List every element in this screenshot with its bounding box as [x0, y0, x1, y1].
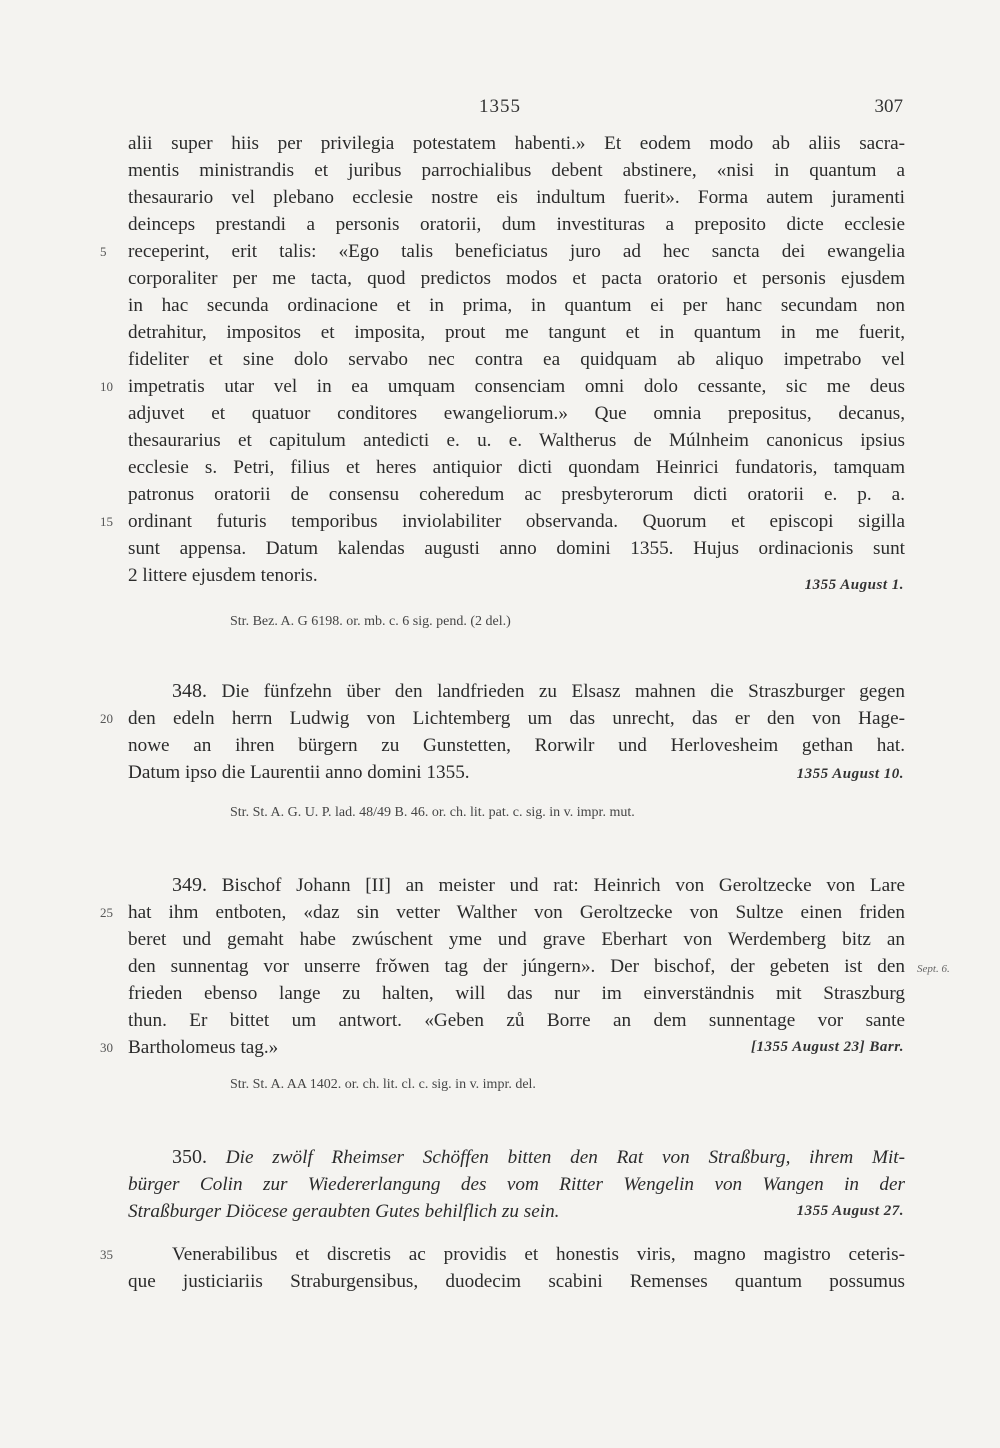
- text-line: deinceps prestandi a personis oratorii, dum investituras a preposito dicte ecclesie: [128, 214, 905, 235]
- text-line: Bartholomeus tag.»: [128, 1037, 279, 1058]
- line-number: 30: [100, 1040, 113, 1055]
- document-date: 1355 August 10.: [796, 766, 904, 782]
- text-line: ecclesie s. Petri, filius et heres antiquior dicti quondam Heinrici fundatoris, tamquam: [128, 457, 905, 478]
- entry-text: Bischof Johann [II] an meister und rat: Heinrich von Geroltzecke von Lare: [221, 875, 905, 896]
- text-line: bürger Colin zur Wiedererlangung des vom Ritter Wengelin von Wangen in der: [128, 1174, 905, 1195]
- line-number: 5: [100, 244, 107, 259]
- text-line: thesaurario vel plebano ecclesie nostre eis indultum fuerit». Forma autem juramenti: [128, 187, 905, 208]
- line-number: 15: [100, 514, 113, 529]
- entry-text: Die zwölf Rheimser Schöffen bitten den Rat von Straßburg, ihrem Mit-: [225, 1147, 906, 1168]
- text-line: 2 littere ejusdem tenoris.: [128, 565, 318, 586]
- text-line: fideliter et sine dolo servabo nec contra ea quidquam ab aliquo impetrabo vel: [128, 349, 905, 370]
- text-line: ordinant futuris temporibus inviolabiliter observanda. Quorum et episcopi sigilla: [128, 511, 905, 532]
- entry-number: 349.: [172, 874, 207, 896]
- text-line: thun. Er bittet um antwort. «Geben zů Borre an dem sunnentage vor sante: [128, 1010, 905, 1031]
- page-number: 307: [874, 96, 903, 117]
- entry-349-line: [172, 872, 905, 899]
- text-line: nowe an ihren bürgern zu Gunstetten, Rorwilr und Herlovesheim gethan hat.: [128, 735, 905, 756]
- entry-text: Die fünfzehn über den landfrieden zu Elsasz mahnen die Straszburger gegen: [221, 681, 906, 702]
- text-line: mentis ministrandis et juribus parrochialibus debent abstinere, «nisi in quantum a: [128, 160, 905, 181]
- running-header-year: 1355: [479, 96, 521, 117]
- text-line: alii super hiis per privilegia potestatem habenti.» Et eodem modo ab aliis sacra-: [128, 133, 905, 154]
- margin-note: Sept. 6.: [917, 963, 950, 975]
- text-line: beret und gemaht habe zwúschent yme und grave Eberhart von Werdemberg bitz an: [128, 929, 905, 950]
- text-line: patronus oratorii de consensu coheredum ac presbyterorum dicti oratorii e. p. a.: [128, 484, 905, 505]
- text-line: den edeln herrn Ludwig von Lichtemberg um das unrecht, das er den von Hage-: [128, 708, 905, 729]
- text-line: Venerabilibus et discretis ac providis et honestis viris, magno magistro ceteris-: [172, 1244, 905, 1265]
- text-line: adjuvet et quatuor conditores ewangeliorum.» Que omnia prepositus, decanus,: [128, 403, 905, 424]
- line-number: 25: [100, 905, 113, 920]
- text-line: receperint, erit talis: «Ego talis beneficiatus juro ad hec sancta dei ewangelia: [128, 241, 905, 262]
- text-line: impetratis utar vel in ea umquam consenciam omni dolo cessante, sic me deus: [128, 376, 905, 397]
- entry-number: 350.: [172, 1146, 207, 1168]
- text-line: frieden ebenso lange zu halten, will das nur im einverständnis mit Straszburg: [128, 983, 905, 1004]
- line-number: 35: [100, 1247, 113, 1262]
- document-date: 1355 August 27.: [796, 1203, 904, 1219]
- text-line: Straßburger Diöcese geraubten Gutes behilflich zu sein.: [128, 1201, 560, 1222]
- source-citation: Str. St. A. AA 1402. or. ch. lit. cl. c. sig. in v. impr. del.: [230, 1077, 536, 1092]
- entry-348-line: [172, 678, 905, 705]
- document-date: 1355 August 1.: [804, 577, 904, 593]
- document-date: [1355 August 23] Barr.: [751, 1039, 904, 1055]
- line-number: 10: [100, 379, 113, 394]
- text-line: detrahitur, impositos et imposita, prout me tangunt et in quantum in me fuerit,: [128, 322, 905, 343]
- text-line: Datum ipso die Laurentii anno domini 1355.: [128, 762, 470, 783]
- text-line: hat ihm entboten, «daz sin vetter Walther von Geroltzecke von Sultze einen friden: [128, 902, 905, 923]
- source-citation: Str. Bez. A. G 6198. or. mb. c. 6 sig. pend. (2 del.): [230, 614, 511, 629]
- entry-350-line: [172, 1144, 905, 1171]
- entry-number: 348.: [172, 680, 207, 702]
- text-line: in hac secunda ordinacione et in prima, in quantum ei per hanc secundam non: [128, 295, 905, 316]
- line-number: 20: [100, 711, 113, 726]
- text-line: den sunnentag vor unserre frǒwen tag der júngern». Der bischof, der gebeten ist den: [128, 956, 905, 977]
- text-line: sunt appensa. Datum kalendas augusti anno domini 1355. Hujus ordinacionis sunt: [128, 538, 905, 559]
- source-citation: Str. St. A. G. U. P. lad. 48/49 B. 46. or. ch. lit. pat. c. sig. in v. impr. mut.: [230, 805, 635, 820]
- text-line: thesaurarius et capitulum antedicti e. u. e. Waltherus de Múlnheim canonicus ipsius: [128, 430, 905, 451]
- text-line: corporaliter per me tacta, quod predictos modos et pacta oratorio et personis ejusdem: [128, 268, 905, 289]
- text-line: que justiciariis Straburgensibus, duodecim scabini Remenses quantum possumus: [128, 1271, 905, 1292]
